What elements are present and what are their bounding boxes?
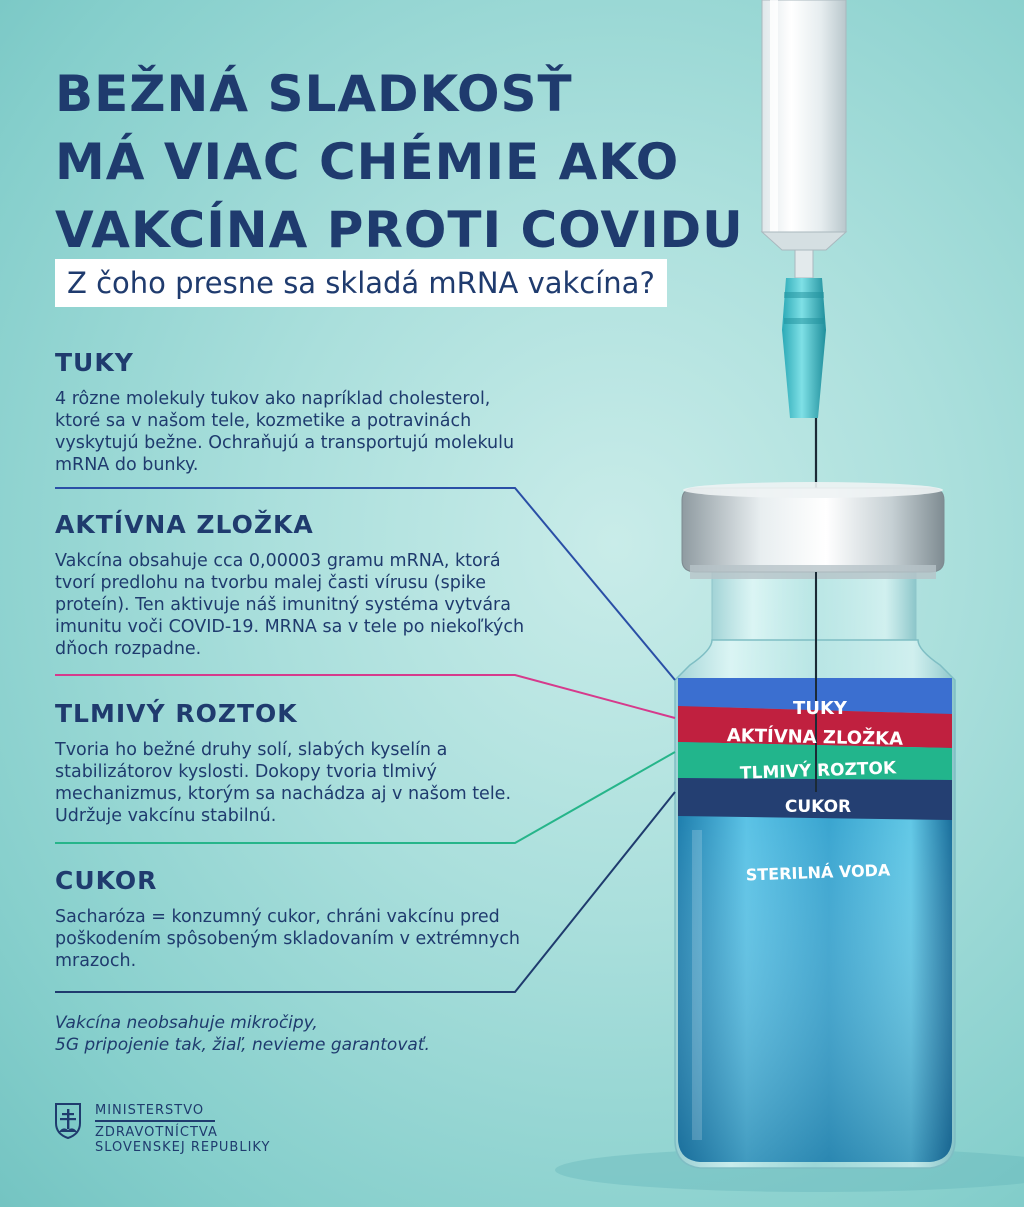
section-cukor (55, 866, 525, 972)
note-line-1: Vakcína neobsahuje mikročipy, (55, 1013, 318, 1033)
slovak-crest-icon (55, 1103, 81, 1139)
page-title (55, 60, 744, 264)
vial-label-tlmivy: TLMIVÝ ROZTOK (739, 758, 897, 784)
vial-label-aktivna: AKTÍVNA ZLOŽKA (726, 725, 904, 750)
section-heading: CUKOR (55, 866, 158, 895)
title-line-3: VAKCÍNA PROTI COVIDU (55, 201, 744, 259)
subtitle-banner: Z čoho presne sa skladá mRNA vakcína? (55, 259, 667, 307)
vial-label-voda: STERILNÁ VODA (745, 860, 891, 885)
ministry-logo (55, 1103, 270, 1155)
section-text: Vakcína obsahuje cca 0,00003 gramu mRNA, ktorá tvorí predlohu na tvorbu malej časti vírusu (spike proteín). Ten aktivuje náš imunitný systéma vytvára imunitu voči COVID-19. MRNA sa v tele po niekoľkých dňoch rozpadne. (55, 551, 525, 659)
section-heading: TLMIVÝ ROZTOK (55, 699, 298, 728)
section-text: Sacharóza = konzumný cukor, chráni vakcínu pred poškodením spôsobeným skladovaním v extrémnych mrazoch. (55, 907, 520, 971)
title-line-2: MÁ VIAC CHÉMIE AKO (55, 133, 680, 191)
ministry-line-1: MINISTERSTVO (95, 1103, 205, 1118)
section-heading: AKTÍVNA ZLOŽKA (55, 510, 314, 539)
microchip-note (55, 1012, 525, 1056)
ministry-line-2: ZDRAVOTNÍCTVA (95, 1124, 218, 1140)
section-tuky (55, 348, 525, 476)
section-text: 4 rôzne molekuly tukov ako napríklad cholesterol, ktoré sa v našom tele, kozmetike a potravinách vyskytujú bežne. Ochraňujú a transportujú molekulu mRNA do bunky. (55, 389, 515, 475)
section-tlmivy-roztok (55, 699, 525, 827)
vial-label-tuky: TUKY (793, 698, 847, 719)
ministry-divider (95, 1120, 215, 1122)
title-line-1: BEŽNÁ SLADKOSŤ (55, 65, 573, 123)
vial-label-cukor: CUKOR (784, 797, 852, 817)
section-heading: TUKY (55, 348, 134, 377)
section-text: Tvoria ho bežné druhy solí, slabých kyselín a stabilizátorov kyslosti. Dokopy tvoria tlmivý mechanizmus, ktorým sa nachádza aj v našom tele. Udržuje vakcínu stabilnú. (55, 740, 512, 826)
section-aktivna-zlozka (55, 510, 525, 660)
ministry-line-3: SLOVENSKEJ REPUBLIKY (95, 1139, 271, 1155)
vial (555, 482, 1024, 1192)
note-line-2: 5G pripojenie tak, žiaľ, nevieme garantovať. (55, 1035, 430, 1055)
